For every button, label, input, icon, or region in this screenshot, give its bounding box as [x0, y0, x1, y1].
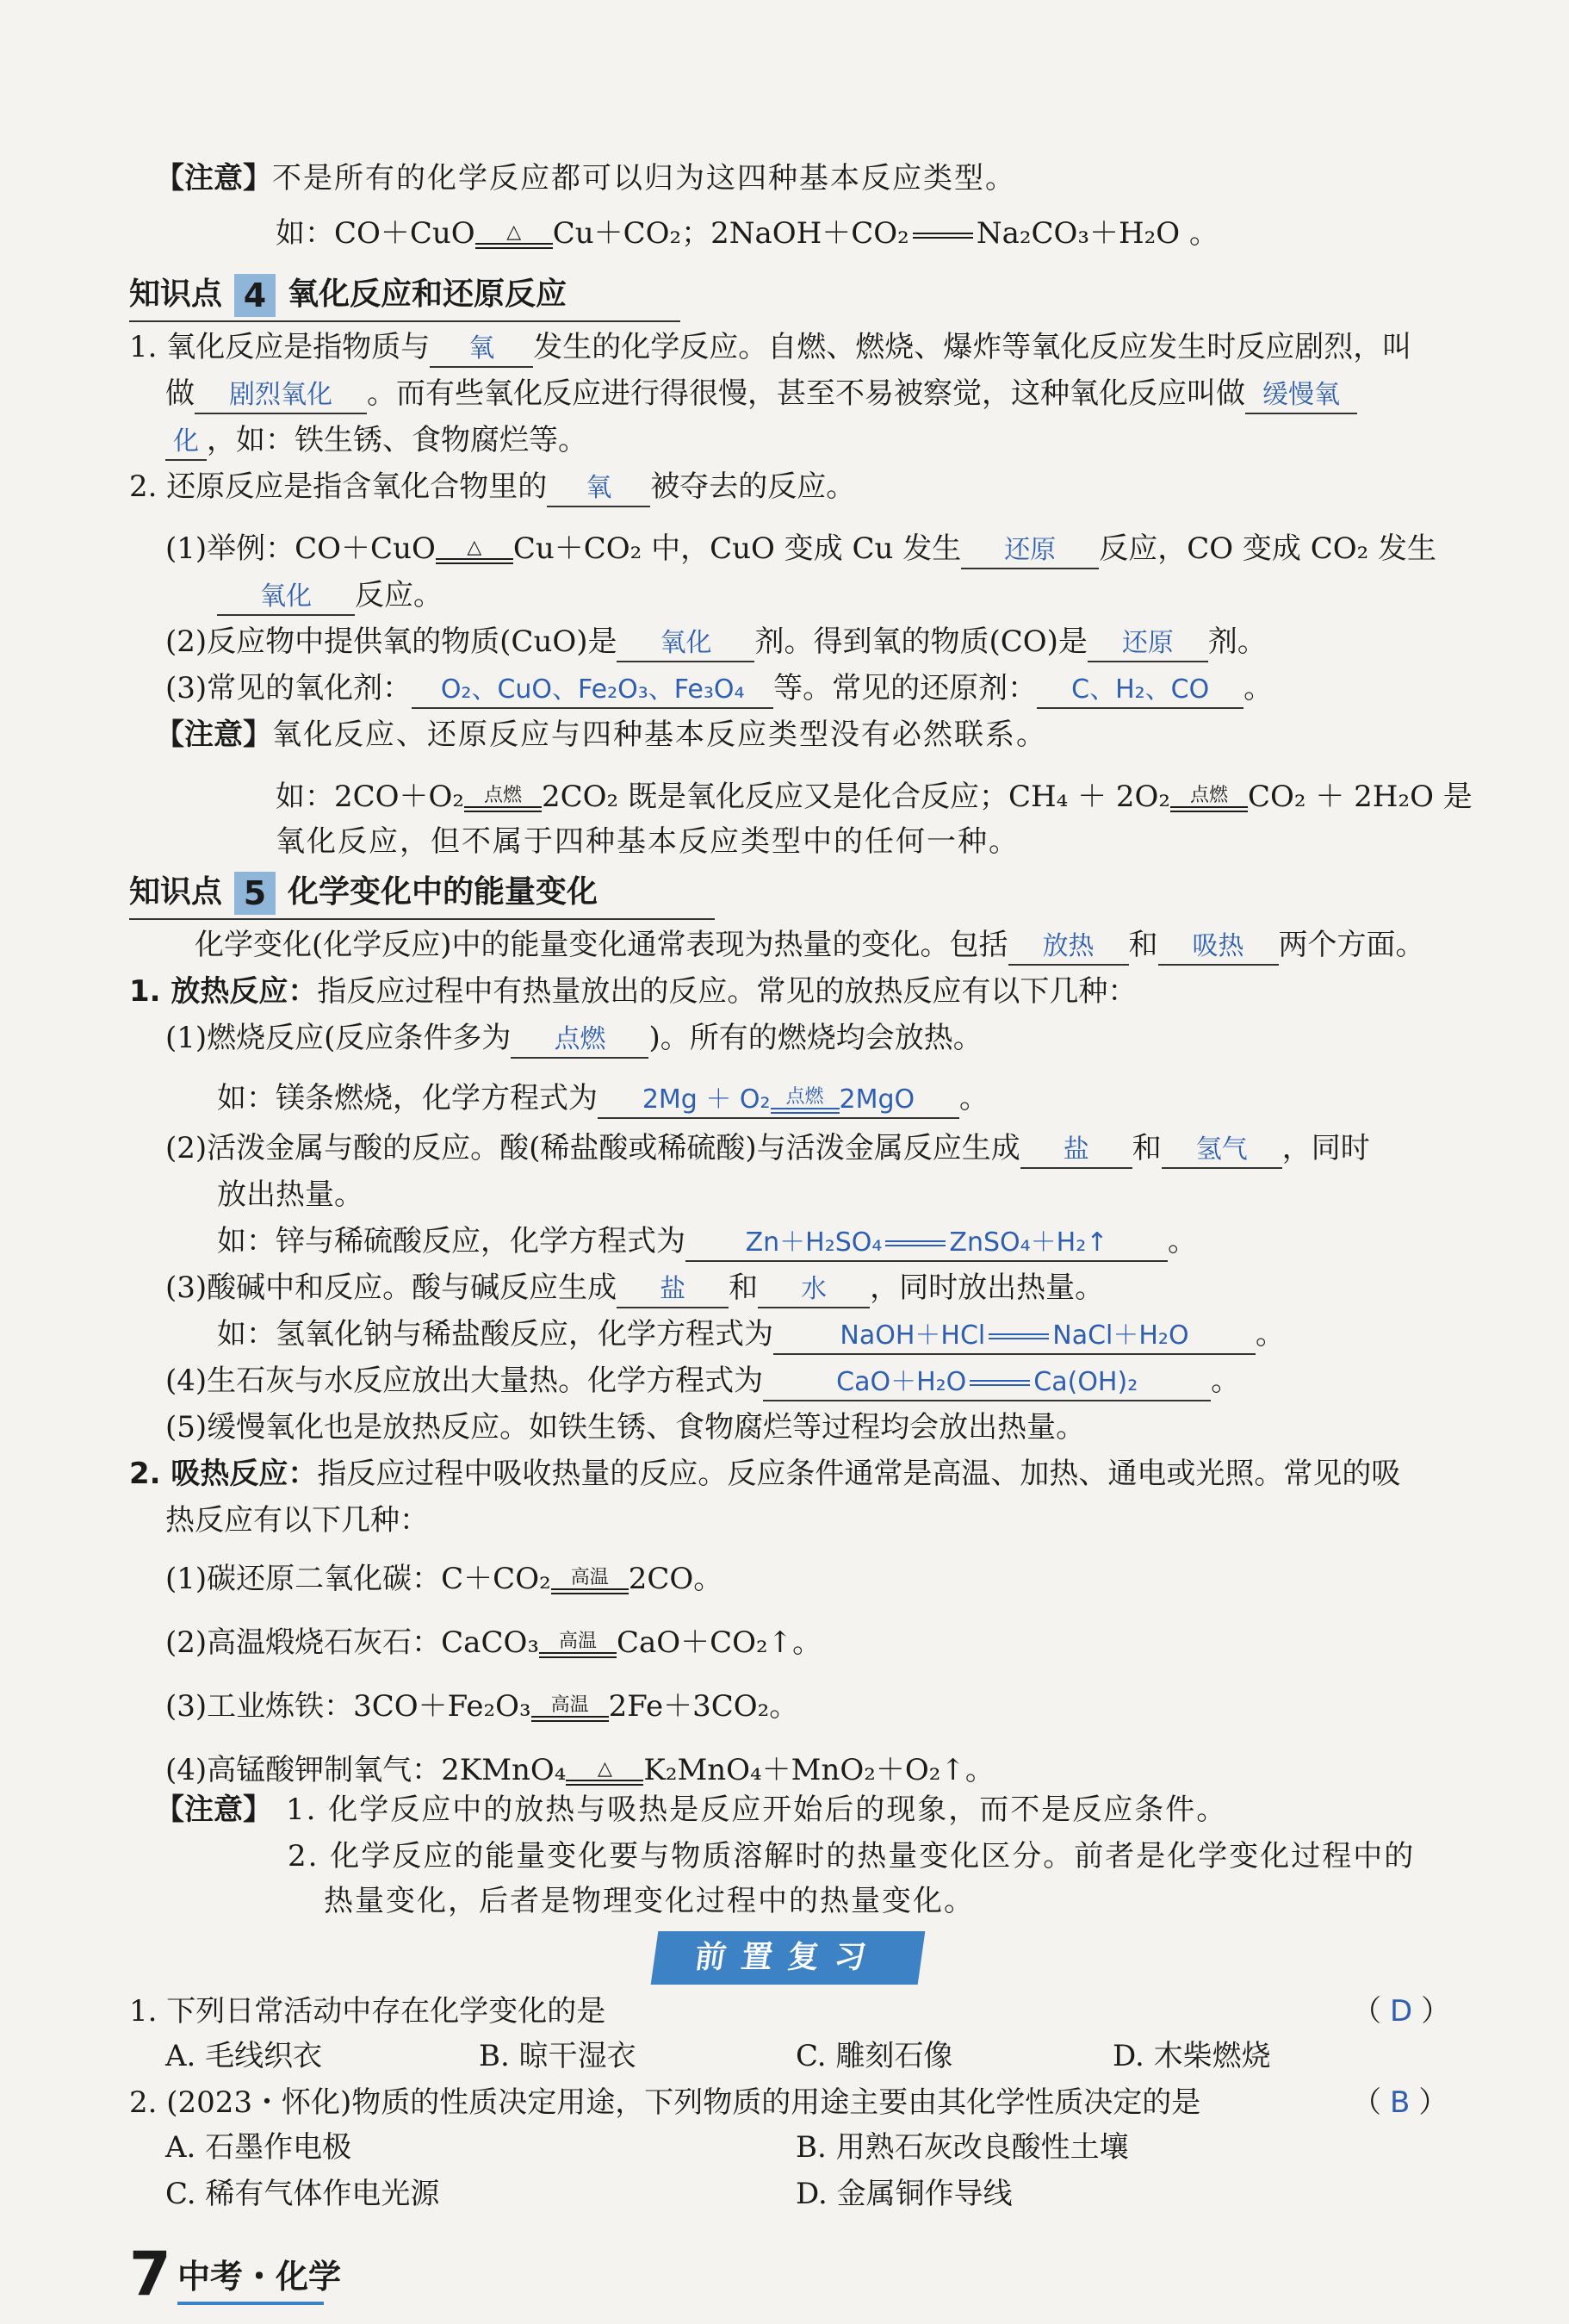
- text: (3)酸碱中和反应。酸与碱反应生成: [165, 1271, 617, 1305]
- condition-text: △: [597, 1757, 612, 1780]
- text: 剂。: [1207, 624, 1267, 659]
- text: 氧化反应，但不属于四种基本反应类型中的任何一种。: [276, 824, 1020, 859]
- s4-item-2-1-line2: [217, 575, 443, 616]
- answer-choice: B: [1390, 2085, 1411, 2120]
- s4-item-1: [129, 327, 1411, 368]
- s5-item-2-line2: [165, 1501, 429, 1540]
- text: 放出热量。: [217, 1178, 363, 1212]
- equation-part: Zn＋H₂SO₄: [745, 1227, 883, 1258]
- text: 如：锌与稀硫酸反应，化学方程式为: [217, 1224, 685, 1258]
- s4-item-2-2: [165, 622, 1267, 662]
- text: Cu＋CO₂ 中，CuO 变成 Cu 发生: [512, 531, 962, 566]
- paren: ）: [1421, 1994, 1451, 2029]
- text: 。: [1211, 1364, 1241, 1398]
- text: 被夺去的反应。: [650, 469, 856, 504]
- condition: [566, 1759, 643, 1786]
- s5-item-1-4: [165, 1361, 1240, 1401]
- text: 2CO。: [628, 1562, 723, 1596]
- s5-item-1-1-example: [217, 1078, 989, 1119]
- text: 。: [959, 1081, 989, 1115]
- paren: ）: [1418, 2085, 1448, 2120]
- note-2-tail: [276, 822, 1020, 861]
- text: (3)工业炼铁：3CO＋Fe₂O₃: [165, 1689, 531, 1724]
- item-heading: 2. 吸热反应：: [129, 1457, 318, 1491]
- text: 等。常见的还原剂：: [773, 671, 1038, 705]
- page-number: 7: [129, 2239, 171, 2309]
- text: 化学变化(化学反应)中的能量变化通常表现为热量的变化。包括: [195, 928, 1008, 962]
- option-text: A. 毛线织衣: [165, 2039, 323, 2073]
- text: 如：镁条燃烧，化学方程式为: [217, 1081, 598, 1115]
- answer-blank: 缓慢氧: [1245, 378, 1357, 414]
- text: 反应，CO 变成 CO₂ 发生: [1099, 531, 1437, 566]
- answer-blank: 放热: [1008, 929, 1129, 966]
- section-title: 氧化反应和还原反应: [288, 277, 567, 312]
- s5-item-1-2-example: [217, 1221, 1197, 1262]
- text: ，如：铁生锈、食物腐烂等。: [207, 423, 587, 457]
- section-number: 5: [234, 872, 276, 915]
- paren: （: [1352, 1994, 1381, 2029]
- condition-text: 点燃: [1190, 784, 1229, 806]
- question-1-option-b: [479, 2036, 636, 2076]
- text: 指反应过程中有热量放出的反应。常见的放热反应有以下几种：: [317, 974, 1138, 1009]
- text: 两个方面。: [1278, 928, 1425, 962]
- text: 如：2CO＋O₂: [276, 780, 465, 814]
- s4-item-2-3: [165, 668, 1273, 709]
- question-2-option-d: [796, 2174, 1013, 2214]
- condition-text: 点燃: [484, 784, 523, 806]
- text: (4)高锰酸钾制氧气：2KMnO₄: [165, 1753, 567, 1787]
- question-2: [129, 2083, 1200, 2122]
- equals-sign: [913, 233, 973, 239]
- section-number: 4: [234, 274, 276, 317]
- s4-item-1-line3: [165, 420, 587, 461]
- equation-part: Na₂CO₃＋H₂O 。: [976, 216, 1219, 251]
- text: 2. 还原反应是指含氧化合物里的: [129, 469, 548, 504]
- answer-blank: [773, 1319, 1256, 1355]
- equation-part: 2MgO: [839, 1084, 915, 1115]
- s4-item-1-line2: [165, 374, 1357, 414]
- equation-part: 如：CO＋CuO: [276, 216, 475, 251]
- text: K₂MnO₄＋MnO₂＋O₂↑。: [643, 1753, 995, 1787]
- option-text: D. 金属铜作导线: [796, 2177, 1013, 2211]
- note-1-equation: [276, 214, 1219, 253]
- s5-item-1-5: [165, 1407, 1085, 1447]
- condition-text: 高温: [558, 1630, 597, 1652]
- question-1: [129, 1992, 605, 2031]
- question-1-answer: [1352, 1992, 1450, 2031]
- text: CaO＋CO₂↑。: [616, 1625, 822, 1660]
- answer-blank: 氢气: [1162, 1133, 1282, 1169]
- equation-part: NaCl＋H₂O: [1052, 1320, 1189, 1351]
- note-3-line3: [324, 1881, 975, 1921]
- text: 如：氢氧化钠与稀盐酸反应，化学方程式为: [217, 1317, 773, 1352]
- s5-item-2-4: [165, 1750, 995, 1790]
- note-text: 不是所有的化学反应都可以归为这四种基本反应类型。: [272, 161, 1016, 196]
- text: (2)反应物中提供氧的物质(CuO)是: [165, 624, 617, 659]
- option-text: C. 稀有气体作电光源: [165, 2177, 440, 2211]
- equals-sign: [989, 1333, 1049, 1339]
- condition: [1170, 786, 1248, 812]
- s5-item-1-2-line2: [217, 1175, 363, 1215]
- answer-blank: 氧化: [617, 626, 754, 662]
- s5-item-1-3-example: [217, 1314, 1285, 1355]
- text: 和: [1132, 1131, 1162, 1165]
- text: ，同时放出热量。: [870, 1271, 1105, 1305]
- text: 1. 氧化反应是指物质与: [129, 330, 431, 364]
- text: ，同时: [1281, 1131, 1370, 1165]
- item-heading: 1. 放热反应：: [129, 974, 318, 1009]
- answer-blank: 盐: [617, 1272, 729, 1308]
- answer-blank: O₂、CuO、Fe₂O₃、Fe₃O₄: [412, 673, 773, 709]
- question-1-option-a: [165, 2036, 322, 2076]
- text: 2Fe＋3CO₂。: [608, 1689, 799, 1724]
- s4-item-2-1: [165, 529, 1436, 569]
- condition: [551, 1568, 629, 1594]
- answer-blank: 化: [165, 425, 207, 461]
- footer-rule: [177, 2302, 324, 2305]
- text: (4)生石灰与水反应放出大量热。化学方程式为: [165, 1364, 764, 1398]
- text: (5)缓慢氧化也是放热反应。如铁生锈、食物腐烂等过程均会放出热量。: [165, 1410, 1086, 1445]
- equation-part: CaO＋H₂O: [836, 1367, 967, 1397]
- section-heading-4: [129, 272, 567, 317]
- option-text: C. 雕刻石像: [796, 2039, 953, 2073]
- text: 。: [1168, 1224, 1197, 1258]
- section-title: 化学变化中的能量变化: [288, 874, 598, 910]
- answer-blank: 还原: [961, 533, 1099, 569]
- question-2-option-c: [165, 2174, 439, 2214]
- condition: [475, 222, 553, 249]
- section-label: 知识点: [129, 277, 223, 312]
- question-1-option-c: [796, 2036, 952, 2076]
- s5-intro: [195, 925, 1425, 966]
- text: 。: [1243, 671, 1274, 705]
- question-1-option-d: [1113, 2036, 1271, 2076]
- equals-sign: [885, 1240, 946, 1246]
- option-text: B. 用熟石灰改良酸性土壤: [796, 2130, 1129, 2165]
- note-text: 氧化反应、还原反应与四种基本反应类型没有必然联系。: [272, 718, 1047, 752]
- note-3: [155, 1790, 1227, 1830]
- text: (2)高温煅烧石灰石：CaCO₃: [165, 1625, 539, 1660]
- text: (3)常见的氧化剂：: [165, 671, 412, 705]
- question-2-answer: [1352, 2083, 1448, 2122]
- text: 。: [1256, 1317, 1285, 1352]
- answer-blank: [598, 1083, 959, 1119]
- s5-item-2-1: [165, 1559, 722, 1599]
- answer-blank: [763, 1365, 1211, 1401]
- text: 指反应过程中吸收热量的反应。反应条件通常是高温、加热、通电或光照。常见的吸: [317, 1457, 1401, 1491]
- footer-title: 中考・化学: [177, 2258, 342, 2296]
- answer-blank: 水: [758, 1272, 870, 1308]
- answer-blank: 氧化: [217, 580, 355, 616]
- text: 和: [729, 1271, 759, 1305]
- note-3-line2: [288, 1836, 1415, 1876]
- note-label: 【注意】: [155, 718, 272, 752]
- answer-blank: 氧: [547, 471, 650, 507]
- text: 2CO₂ 既是氧化反应又是化合反应；CH₄ ＋ 2O₂: [542, 780, 1171, 814]
- text: 和: [1128, 928, 1158, 962]
- section-rule: [129, 918, 715, 920]
- text: 做: [165, 376, 195, 411]
- s5-item-2-2: [165, 1623, 822, 1662]
- question-stem: 2. (2023・怀化)物质的性质决定用途，下列物质的用途主要由其化学性质决定的是: [129, 2085, 1201, 2120]
- answer-blank: 氧: [430, 332, 533, 368]
- condition-text: 高温: [570, 1566, 609, 1588]
- paren: （: [1352, 2085, 1381, 2120]
- equation-part: NaOH＋HCl: [840, 1320, 986, 1351]
- answer-blank: 点燃: [511, 1022, 648, 1059]
- note-label: 【注意】: [155, 161, 272, 196]
- answer-blank: 还原: [1088, 626, 1208, 662]
- section-heading-5: [129, 870, 598, 915]
- s5-item-2: [129, 1454, 1400, 1494]
- note-2: [155, 715, 1047, 755]
- text: (1)燃烧反应(反应条件多为: [165, 1021, 512, 1055]
- s5-item-1-3: [165, 1268, 1104, 1308]
- text: CO₂ ＋ 2H₂O 是: [1248, 780, 1473, 814]
- s5-item-2-3: [165, 1687, 798, 1726]
- equation-part: 2Mg ＋ O₂: [642, 1084, 771, 1115]
- s5-item-1-1: [165, 1018, 983, 1059]
- condition-text: △: [506, 221, 522, 243]
- condition-text: △: [467, 536, 482, 558]
- note-2-equation: [276, 777, 1473, 817]
- equation-part: Ca(OH)₂: [1033, 1367, 1138, 1397]
- option-text: D. 木柴燃烧: [1113, 2039, 1271, 2073]
- note-text: 1. 化学反应中的放热与吸热是反应开始后的现象，而不是反应条件。: [286, 1793, 1228, 1827]
- note-text: 2. 化学反应的能量变化要与物质溶解时的热量变化区分。前者是化学变化过程中的: [288, 1839, 1416, 1873]
- section-rule: [129, 320, 680, 322]
- answer-blank: 盐: [1020, 1133, 1132, 1169]
- condition: [531, 1695, 609, 1722]
- answer-blank: [685, 1226, 1168, 1262]
- question-stem: 1. 下列日常活动中存在化学变化的是: [129, 1994, 606, 2029]
- answer-blank: 剧烈氧化: [195, 378, 367, 414]
- s4-item-2: [129, 467, 855, 507]
- review-banner: 前置复习: [651, 1931, 926, 1985]
- note-text: 热量变化，后者是物理变化过程中的热量变化。: [324, 1884, 975, 1918]
- note-1: [155, 158, 1016, 198]
- equation-part: Cu＋CO₂；2NaOH＋CO₂: [552, 216, 909, 251]
- condition: [539, 1631, 617, 1658]
- text: 。而有些氧化反应进行得很慢，甚至不易被察觉，这种氧化反应叫做: [367, 376, 1245, 411]
- section-label: 知识点: [129, 874, 223, 910]
- text: 发生的化学反应。自燃、燃烧、爆炸等氧化反应发生时反应剧烈，叫: [533, 330, 1412, 364]
- answer-blank: 吸热: [1158, 929, 1279, 966]
- equals-sign: [970, 1380, 1030, 1386]
- option-text: A. 石墨作电极: [165, 2130, 352, 2165]
- question-2-option-a: [165, 2128, 351, 2167]
- text: 热反应有以下几种：: [165, 1503, 429, 1538]
- text: 剂。得到氧的物质(CO)是: [754, 624, 1088, 659]
- condition: [436, 538, 513, 564]
- text: 反应。: [355, 578, 443, 612]
- note-label: 【注意】: [155, 1793, 272, 1827]
- text: (1)碳还原二氧化碳：C＋CO₂: [165, 1562, 551, 1596]
- text: )。所有的燃烧均会放热。: [648, 1021, 983, 1055]
- s5-item-1: [129, 972, 1137, 1011]
- answer-choice: D: [1390, 1994, 1413, 2029]
- condition: [464, 786, 542, 812]
- condition-text: 高温: [550, 1693, 589, 1716]
- text: (1)举例：CO＋CuO: [165, 531, 436, 566]
- equation-part: ZnSO₄＋H₂↑: [949, 1227, 1108, 1258]
- condition-text: 点燃: [785, 1086, 824, 1108]
- condition: [771, 1087, 840, 1114]
- answer-blank: C、H₂、CO: [1037, 673, 1243, 709]
- text: (2)活泼金属与酸的反应。酸(稀盐酸或稀硫酸)与活泼金属反应生成: [165, 1131, 1020, 1165]
- question-2-option-b: [796, 2128, 1129, 2167]
- s5-item-1-2: [165, 1128, 1370, 1169]
- option-text: B. 晾干湿衣: [479, 2039, 636, 2073]
